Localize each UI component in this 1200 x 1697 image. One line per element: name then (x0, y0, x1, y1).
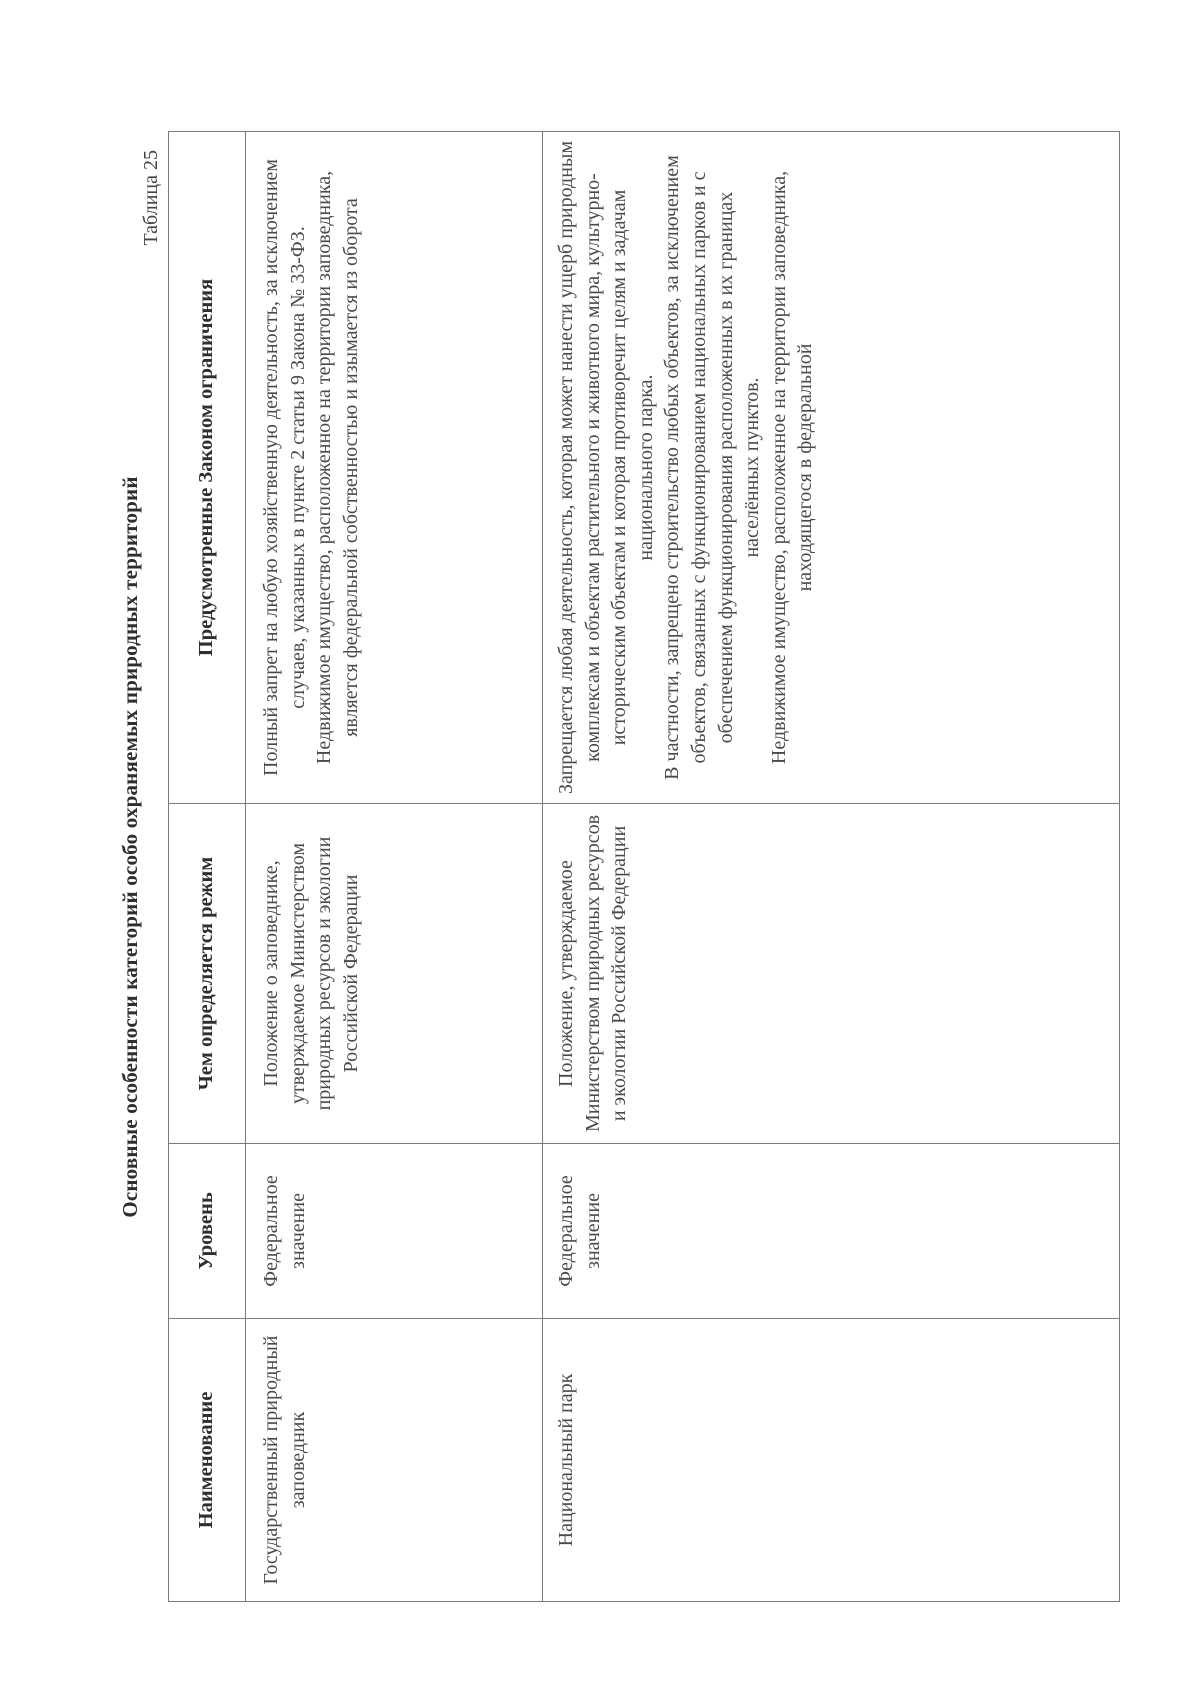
restriction-paragraph: Запрещается любая деятельность, которая может нанести ущерб природным комплексам и объектам растительного и животного мира, культурно-историческим объектам и которая противоречит целям и задачам национального парка. (555, 140, 657, 795)
cell-regime: Положение, утверждаемое Министерством природных ресурсов и экологии Российской Федерации (543, 804, 1120, 1144)
column-header-regime: Чем определяется режим (169, 804, 246, 1144)
restriction-paragraph: Полный запрет на любую хозяйственную деятельность, за исключением случаев, указанных в пункте 2 статьи 9 Закона № 33-ФЗ. (260, 159, 309, 776)
column-header-restrictions: Предусмотренные Законом ограничения (169, 132, 246, 804)
restriction-paragraph: Недвижимое имущество, расположенное на территории заповедника, является федеральной собственностью и изымается из оборота (313, 170, 362, 765)
table-row (246, 132, 543, 1602)
table-number-label: Таблица 25 (140, 150, 162, 246)
document-title: Основные особенности категорий особо охраняемых природных территорий (118, 476, 142, 1218)
restriction-paragraph: Недвижимое имущество, расположенное на территории заповедника, находящегося в федеральной (767, 170, 817, 765)
cell-level: Федеральное значение (246, 1144, 543, 1319)
table-row (543, 132, 1120, 1602)
cell-regime: Положение о заповеднике, утверждаемое Министерством природных ресурсов и экологии Российской Федерации (246, 804, 543, 1144)
cell-restrictions (246, 132, 543, 804)
column-header-name: Наименование (169, 1319, 246, 1602)
cell-restrictions (543, 132, 1120, 804)
column-header-level: Уровень (169, 1144, 246, 1319)
table-header-row (169, 132, 246, 1602)
cell-name: Государственный природный заповедник (246, 1319, 543, 1602)
restriction-paragraph: В частности, запрещено строительство любых объектов, за исключением объектов, связанных с функционированием национальных парков и с обеспечением функционирования расположенных в их границах населённых пунктов. (661, 155, 764, 780)
cell-level: Федеральное значение (543, 1144, 1120, 1319)
protected-areas-table (168, 131, 1120, 1602)
cell-name: Национальный парк (543, 1319, 1120, 1602)
